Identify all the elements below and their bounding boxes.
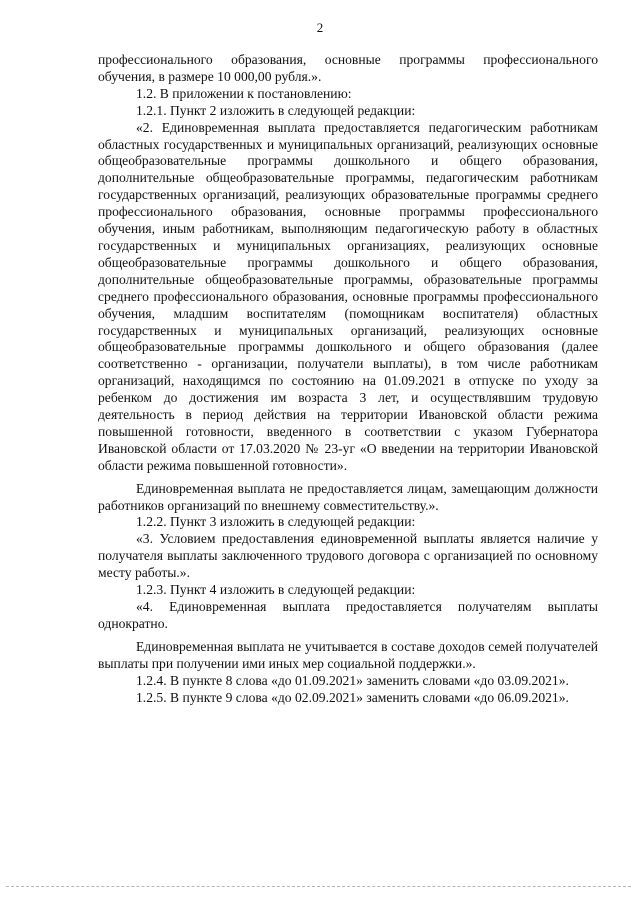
paragraph-1-2-1: 1.2.1. Пункт 2 изложить в следующей редакции: [136, 102, 416, 118]
paragraph-point-2-exclusion: Единовременная выплата не предоставляется лицам, замещающим должности работников организаций по внешнему совместительству.». [98, 480, 598, 513]
paragraph-point-2: «2. Единовременная выплата предоставляется педагогическим работникам областных государственных и муниципальных организаций, реализующих основные общеобразовательные программы дошкольного и общего образования, дополнительные общеобразовательные программы, педагогическим работникам государственных организаций, реализующих образовательные программы среднего профессионального образования, основные программы профессионального обучения, иным работникам, выполняющим педагогическую работу в областных государственных и муниципальных организациях, реализующих основные общеобразовательные программы дошкольного и общего образования, дополнительные общеобразовательные программы, образовательные программы среднего профессионального образования, основные программы профессионального обучения, младшим воспитателям (помощникам воспитателя) областных государственных и муниципальных организаций, реализующих основные общеобразовательные программы дошкольного и общего образования (далее соответственно - организации, получатели выплаты), в том числе работникам организаций, находящимся по состоянию на 01.09.2021 в отпуске по уходу за ребенком до достижения им возраста 3 лет, и осуществлявшим трудовую деятельность в период действия на территории Ивановской области режима повышенной готовности, введенного в соответствии с указом Губернатора Ивановской области от 17.03.2020 № 23-уг «О введении на территории Ивановской области режима повышенной готовности». [98, 119, 598, 473]
paragraph-1-2: 1.2. В приложении к постановлению: [136, 85, 352, 101]
paragraph-continuation: профессионального образования, основные программы профессионального обучения, в размере 10 000,00 рубля.». [98, 52, 598, 84]
paragraph-1-2-5: 1.2.5. В пункте 9 слова «до 02.09.2021» заменить словами «до 06.09.2021». [136, 689, 569, 705]
paragraph-point-4: «4. Единовременная выплата предоставляется получателям выплаты однократно. [98, 599, 598, 631]
document-body [98, 52, 598, 706]
scan-artifact-line [6, 886, 631, 887]
paragraph-1-2-3: 1.2.3. Пункт 4 изложить в следующей редакции: [136, 582, 416, 598]
paragraph-1-2-2: 1.2.2. Пункт 3 изложить в следующей редакции: [136, 514, 416, 530]
page-number: 2 [316, 20, 324, 35]
paragraph-1-2-4: 1.2.4. В пункте 8 слова «до 01.09.2021» заменить словами «до 03.09.2021». [136, 672, 569, 688]
paragraph-point-3: «3. Условием предоставления единовременной выплаты является наличие у получателя выплаты заключенного трудового договора с организацией по основному месту работы.». [98, 531, 598, 581]
paragraph-point-4-income: Единовременная выплата не учитывается в составе доходов семей получателей выплаты при получении ими иных мер социальной поддержки.». [98, 638, 598, 671]
